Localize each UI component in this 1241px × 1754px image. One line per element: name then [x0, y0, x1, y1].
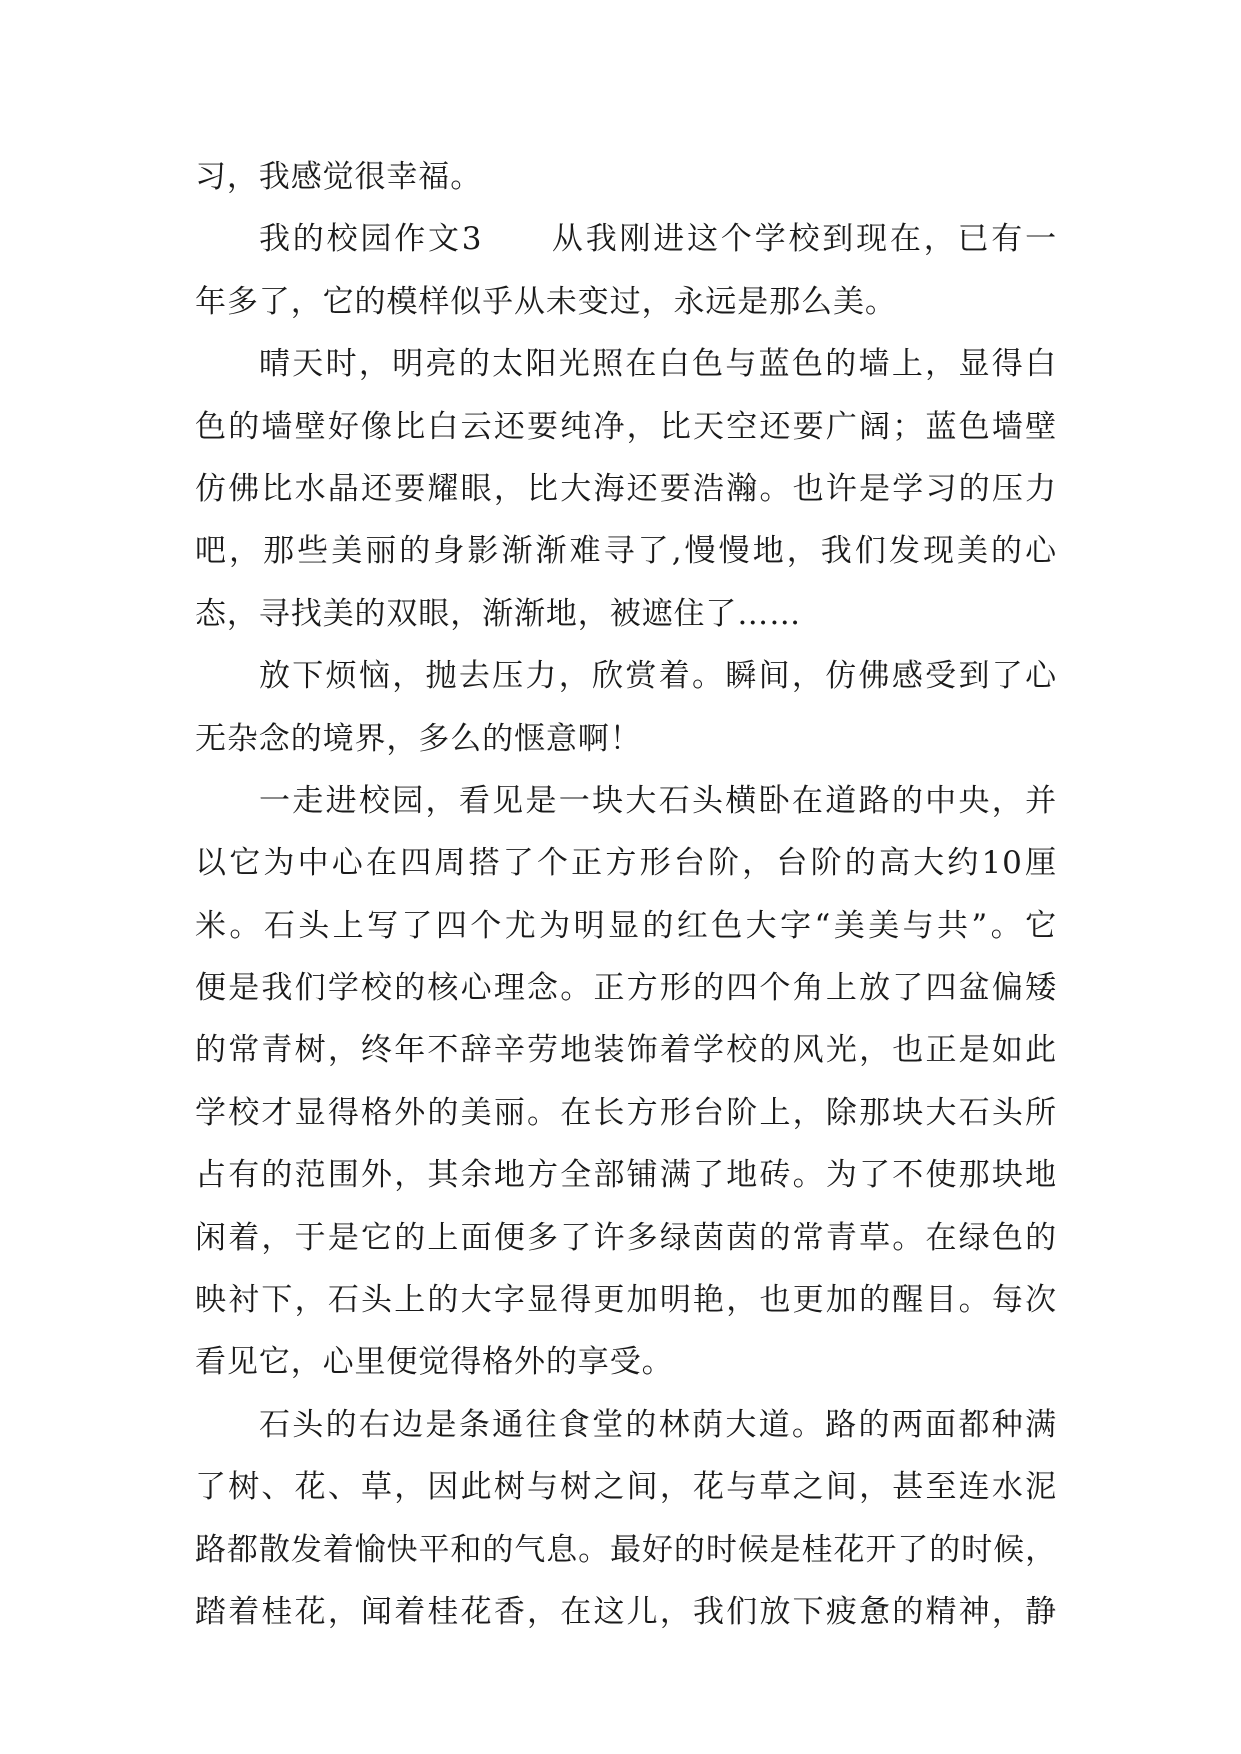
text-line: 路都散发着愉快平和的气息。最好的时候是桂花开了的时候，	[195, 1531, 1057, 1568]
text-line: 一走进校园，看见是一块大石头横卧在道路的中央，并	[259, 782, 1057, 819]
text-line: 晴天时，明亮的太阳光照在白色与蓝色的墙上，显得白	[259, 346, 1057, 383]
text-line: 仿佛比水晶还要耀眼，比大海还要浩瀚。也许是学习的压力	[195, 470, 1057, 507]
text-line: 放下烦恼，抛去压力，欣赏着。瞬间，仿佛感受到了心	[259, 658, 1057, 695]
text-line: 的常青树，终年不辞辛劳地装饰着学校的风光，也正是如此	[195, 1032, 1057, 1069]
text-line: 便是我们学校的核心理念。正方形的四个角上放了四盆偏矮	[195, 970, 1057, 1007]
text-line: 态，寻找美的双眼，渐渐地，被遮住了……	[195, 595, 802, 632]
text-line: 看见它，心里便觉得格外的享受。	[195, 1344, 674, 1381]
text-line: 习，我感觉很幸福。	[195, 159, 483, 195]
text-line: 以它为中心在四周搭了个正方形台阶，台阶的高大约10厘	[195, 845, 1057, 882]
text-line: 映衬下，石头上的大字显得更加明艳，也更加的醒目。每次	[195, 1282, 1057, 1319]
text-line: 我的校园作文3 从我刚进这个学校到现在，已有一	[259, 221, 1057, 258]
text-line: 踏着桂花，闻着桂花香，在这儿，我们放下疲惫的精神，静	[195, 1593, 1057, 1630]
text-line: 占有的范围外，其余地方全部铺满了地砖。为了不使那块地	[195, 1157, 1057, 1194]
text-line: 了树、花、草，因此树与树之间，花与草之间，甚至连水泥	[195, 1469, 1057, 1506]
text-line: 学校才显得格外的美丽。在长方形台阶上，除那块大石头所	[195, 1094, 1057, 1131]
text-line: 无杂念的境界，多么的惬意啊！	[195, 720, 642, 757]
text-line: 年多了，它的模样似乎从未变过，永远是那么美。	[195, 283, 897, 320]
text-line: 闲着，于是它的上面便多了许多绿茵茵的常青草。在绿色的	[195, 1219, 1057, 1256]
text-line: 石头的右边是条通往食堂的林荫大道。路的两面都种满	[259, 1406, 1057, 1443]
text-line: 色的墙壁好像比白云还要纯净，比天空还要广阔；蓝色墙壁	[195, 408, 1057, 445]
body-text	[195, 146, 1057, 1643]
text-line: 吧，那些美丽的身影渐渐难寻了,慢慢地，我们发现美的心	[195, 533, 1057, 570]
text-line: 米。石头上写了四个尤为明显的红色大字“美美与共”。它	[195, 907, 1057, 944]
